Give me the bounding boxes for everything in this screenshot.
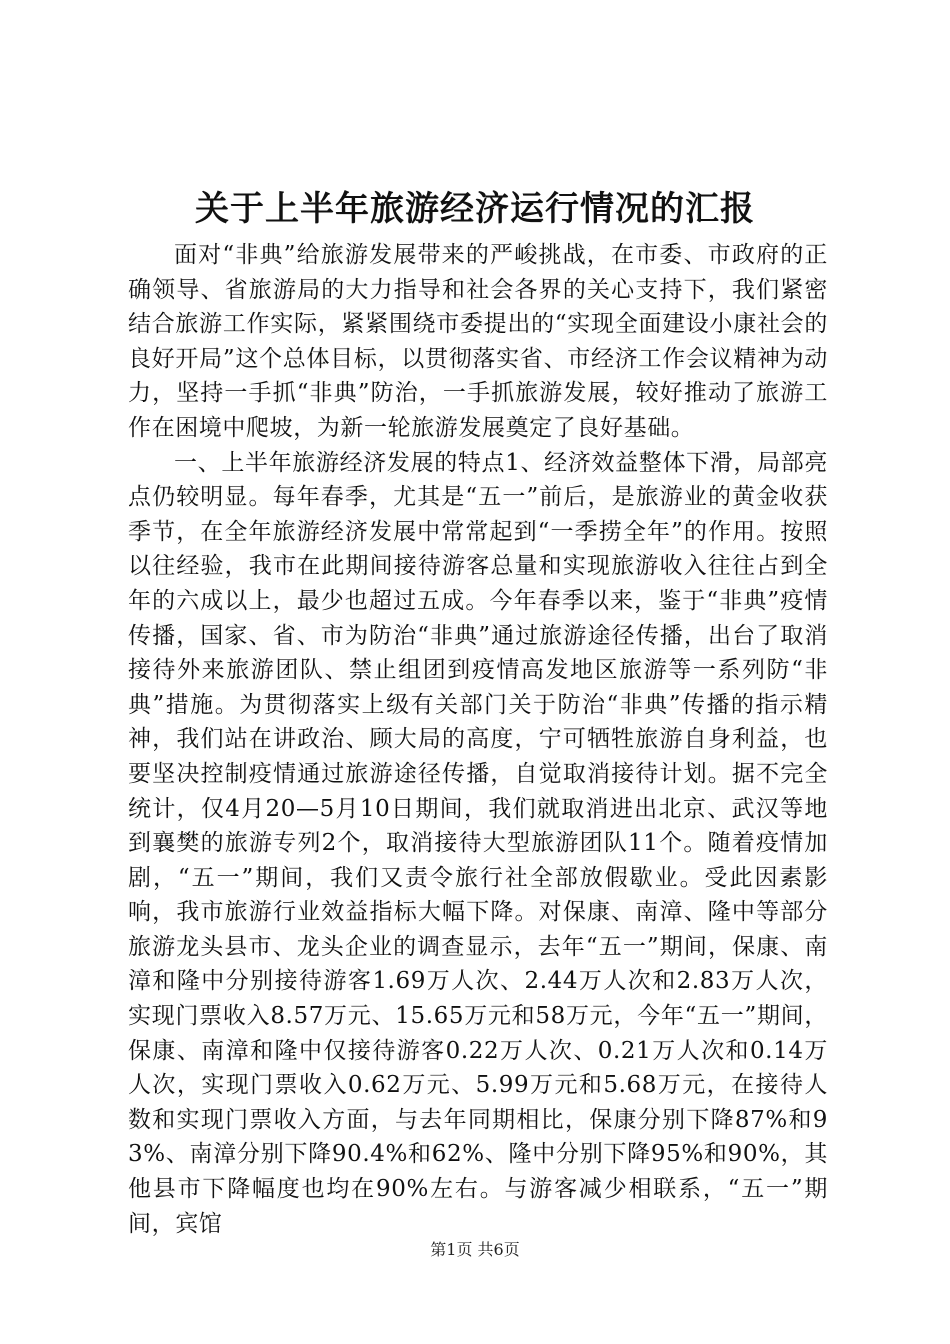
document-title: 关于上半年旅游经济运行情况的汇报 [195, 189, 755, 229]
paragraph-intro: 面对“非典”给旅游发展带来的严峻挑战，在市委、市政府的正确领导、省旅游局的大力指导和社会各界的关心支持下，我们紧密结合旅游工作实际，紧紧围绕市委提出的“实现全面建设小康社会的良好开局”这个总体目标，以贯彻落实省、市经济工作会议精神为动力，坚持一手抓“非典”防治，一手抓旅游发展，较好推动了旅游工作在困境中爬坡，为新一轮旅游发展奠定了良好基础。 [128, 242, 828, 441]
paragraph-section-one: 一、上半年旅游经济发展的特点1、经济效益整体下滑，局部亮点仍较明显。每年春季，尤其是“五一”前后，是旅游业的黄金收获季节，在全年旅游经济发展中常常起到“一季捞全年”的作用。按照以往经验，我市在此期间接待游客总量和实现旅游收入往往占到全年的六成以上，最少也超过五成。今年春季以来，鉴于“非典”疫情传播，国家、省、市为防治“非典”通过旅游途径传播，出台了取消接待外来旅游团队、禁止组团到疫情高发地区旅游等一系列防“非典”措施。为贯彻落实上级有关部门关于防治“非典”传播的指示精神，我们站在讲政治、顾大局的高度，宁可牺牲旅游自身利益，也要坚决控制疫情通过旅游途径传播，自觉取消接待计划。据不完全统计，仅4月20—5月10日期间，我们就取消进出北京、武汉等地到襄樊的旅游专列2个，取消接待大型旅游团队11个。随着疫情加剧，“五一”期间，我们又责令旅行社全部放假歇业。受此因素影响，我市旅游行业效益指标大幅下降。对保康、南漳、隆中等部分旅游龙头县市、龙头企业的调查显示，去年“五一”期间，保康、南漳和隆中分别接待游客1.69万人次、2.44万人次和2.83万人次，实现门票收入8.57万元、15.65万元和58万元，今年“五一”期间，保康、南漳和隆中仅接待游客0.22万人次、0.21万人次和0.14万人次，实现门票收入0.62万元、5.99万元和5.68万元，在接待人数和实现门票收入方面，与去年同期相比，保康分别下降87%和93%、南漳分别下降90.4%和62%、隆中分别下降95%和90%，其他县市下降幅度也均在90%左右。与游客减少相联系，“五一”期间，宾馆 [128, 449, 828, 1237]
page-number-footer: 第1页 共6页 [430, 1240, 520, 1259]
document-body [128, 238, 828, 1241]
